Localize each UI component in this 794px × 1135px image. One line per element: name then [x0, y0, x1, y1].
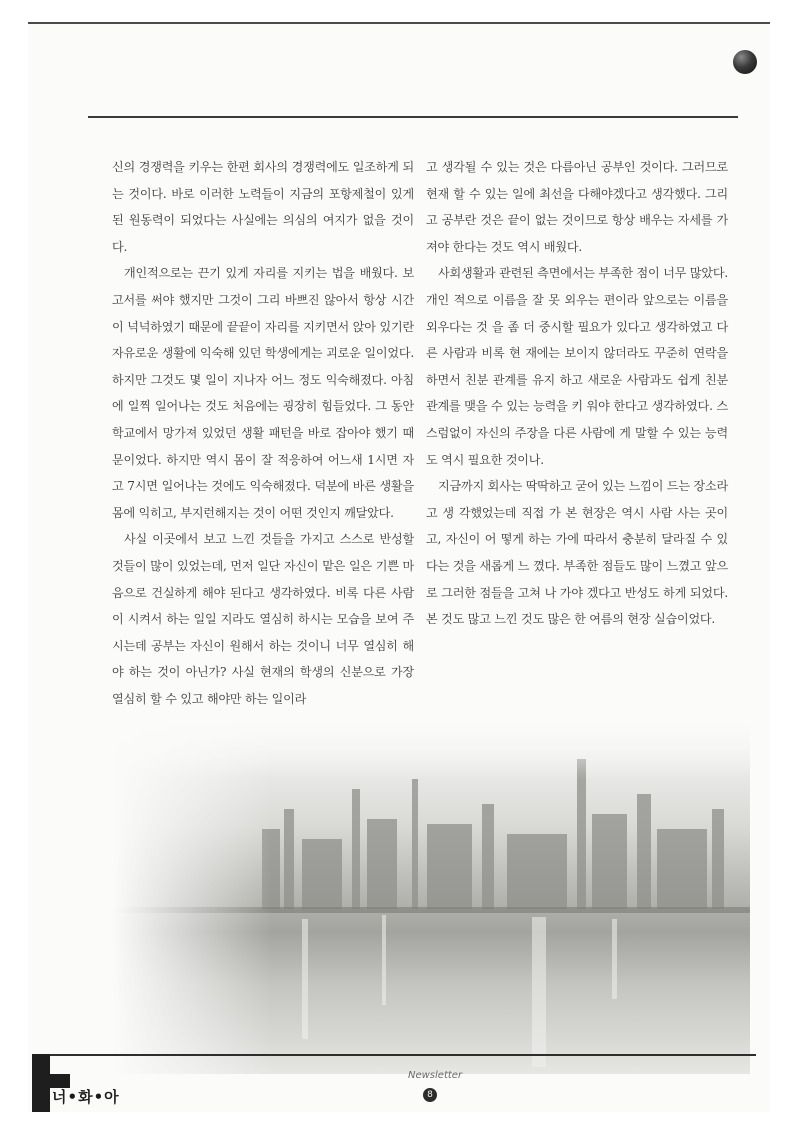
footer-brand-bar: [32, 1054, 50, 1112]
document-page: [28, 22, 770, 1112]
left-column: [112, 154, 414, 712]
left-paragraph-3: 사실 이곳에서 보고 느낀 것들을 가지고 스스로 반성할 것들이 많이 있었는데, 먼저 일단 자신이 맡은 일은 기쁜 마음으로 건실하게 해야 된다고 생각하였다. 비록 다른 사람이 시켜서 하는 일일 지라도 열심히 하시는 모습을 보여 주시는데 공부는 자신이 원해서 하는 것이니 너무 열심히 해야 하는 것이 아닌가? 사실 현재의 학생의 신분으로 가장 열심히 할 수 있고 해야만 하는 일이라: [112, 532, 414, 706]
photo-top-fade: [112, 719, 750, 779]
footer-rule: [32, 1054, 756, 1056]
left-paragraph-2: 개인적으로는 끈기 있게 자리를 지키는 법을 배웠다. 보고서를 써야 했지만 그것이 그리 바쁘진 않아서 항상 시간이 넉넉하였기 때문에 끝끝이 자리를 지키면서 앉아 있기란 자유로운 생활에 익숙해 있던 학생에게는 괴로운 일이었다. 하지만 그것도 몇 일이 지나자 어느 정도 익숙해졌다. 아침에 일찍 일어나는 것도 처음에는 굉장히 힘들었다. 그 동안 학교에서 망가져 있었던 생활 패턴을 바로 잡아야 했기 때문이었다. 하지만 역시 몸이 잘 적응하여 어느새 1시면 자고 7시면 일어나는 것에도 익숙해졌다. 덕분에 바른 생활을 몸에 익히고, 부지런해지는 것이 어떤 것인지 깨달았다.: [112, 266, 414, 520]
right-paragraph-3: 지금까지 회사는 딱딱하고 굳어 있는 느낌이 드는 장소라고 생 각했었는데 직접 가 본 현장은 역시 사람 사는 곳이고, 자신이 어 떻게 하는 가에 따라서 충분히 달라질 수 있다는 것을 새롭게 느 꼈다. 부족한 점들도 많이 느꼈고 앞으로 그러한 점들을 고쳐 나 가야 겠다고 반성도 하게 되었다. 본 것도 많고 느낀 것도 많은 한 여름의 현장 실습이었다.: [426, 479, 728, 627]
left-paragraph-1: 신의 경쟁력을 키우는 한편 회사의 경쟁력에도 일조하게 되는 것이다. 바로 이러한 노력들이 지금의 포항제철이 있게 된 원동력이 되었다는 사실에는 의심의 여지가 없을 것이다.: [112, 160, 414, 254]
footer-brand-title: 너•화•아: [52, 1088, 120, 1106]
right-paragraph-2: 사회생활과 관련된 측면에서는 부족한 점이 너무 많았다. 개인 적으로 이름을 잘 못 외우는 편이라 앞으로는 이름을 외우다는 것 을 좀 더 중시할 필요가 있다고 생각하였고 다른 사람과 비록 현 재에는 보이지 않더라도 꾸준히 연락을 하면서 친분 관계를 유지 하고 새로운 사람과도 쉽게 친분 관계를 맺을 수 있는 능력을 키 워야 한다고 생각하였다. 스스럼없이 자신의 주장을 다른 사람에 게 말할 수 있는 능력도 역시 필요한 것이나.: [426, 266, 728, 467]
steel-plant-night-photo: [112, 719, 750, 1074]
footer-newsletter-label: Newsletter: [408, 1070, 463, 1081]
right-paragraph-1: 고 생각될 수 있는 것은 다름아닌 공부인 것이다. 그러므로 현재 할 수 있는 일에 최선을 다해야겠다고 생각했다. 그리고 공부란 것은 끝이 없는 것이므로 항상 배우는 자세를 가져야 한다는 것도 역시 배웠다.: [426, 160, 728, 254]
header-rule: [88, 116, 738, 118]
corner-circle-ornament: [733, 50, 757, 74]
right-column: [426, 154, 728, 633]
page-number-badge: 8: [423, 1088, 437, 1102]
